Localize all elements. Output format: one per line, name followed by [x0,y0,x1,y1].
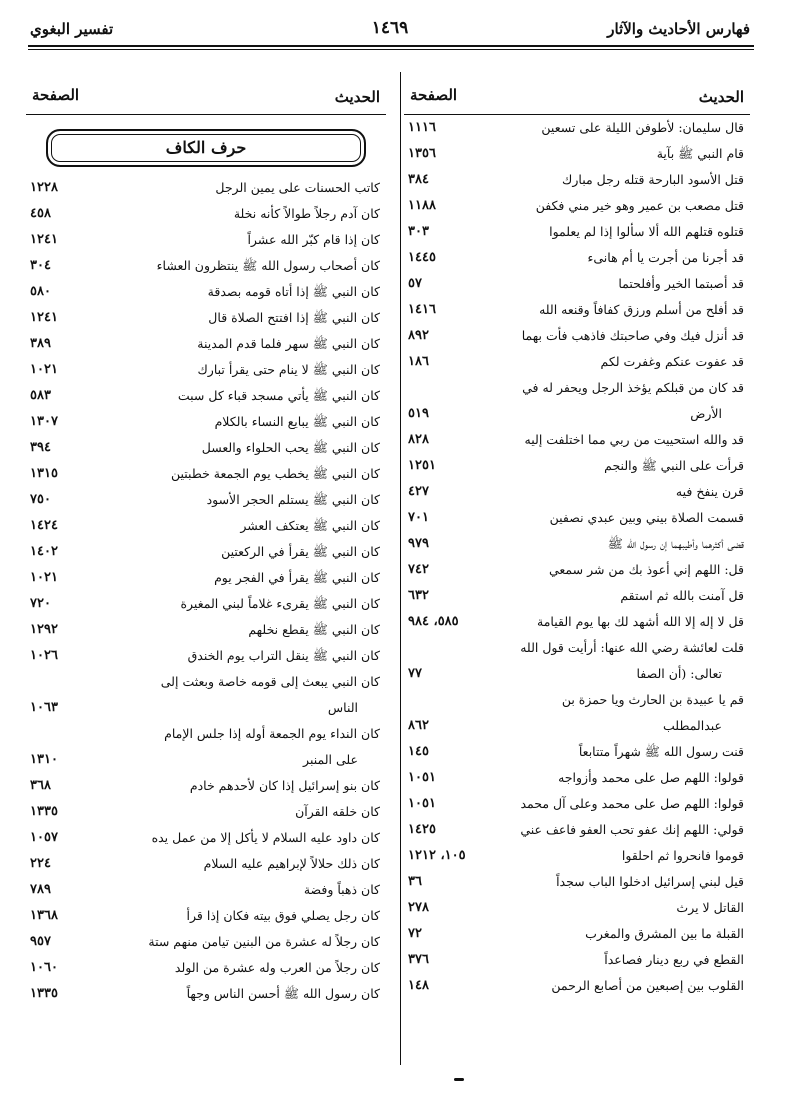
index-entry [404,479,750,505]
header-rule [28,45,754,47]
running-header [30,14,750,44]
entry-text [551,973,744,999]
entry-text [214,565,380,591]
index-entry [404,635,750,687]
entry-line: قم يا عبيدة بن الحارث ويا حمزة بن [561,692,744,707]
index-entry [26,409,386,435]
entry-page-number: ٣٠٣ [408,224,429,239]
index-entry [26,513,386,539]
entry-text [148,929,380,955]
entry-page-number: ١٠٢١ [30,570,58,585]
entry-text [539,297,744,323]
entry-text [178,383,380,409]
entry-line: قضى أكثرهما وأطيبهما إن رسول الله ﷺ [607,536,744,551]
entry-page-number: ٥٧ [408,276,422,291]
entry-page-number: ١٣١٥ [30,466,58,481]
header-section-title: فهارس الأحاديث والآثار [607,20,750,38]
header-book-title: تفسير البغوي [30,20,114,38]
entry-line: قرن ينفخ فيه [675,484,744,499]
entry-line: كان النبي ﷺ إذا أتاه قومه بصدقة [207,284,380,299]
entry-page-number: ١٢٢٨ [30,180,58,195]
entry-text [221,539,380,565]
index-entry [26,305,386,331]
index-entry [26,461,386,487]
entry-text [620,583,744,609]
entry-page-number: ١٣٣٥ [30,804,58,819]
entry-text [152,825,380,851]
entry-text [676,479,744,505]
index-entry [26,279,386,305]
entry-text [579,739,744,765]
index-entry [404,765,750,791]
entry-line: كان ذلك حلالاً لإبراهيم عليه السلام [203,856,380,871]
entry-page-number: ١٤٤٥ [408,250,436,265]
index-entry [404,141,750,167]
entry-text [295,799,380,825]
entry-text [197,357,380,383]
index-entry [404,193,750,219]
index-entry [404,271,750,297]
entry-line: كان داود عليه السلام لا يأكل إلا من عمل يده [151,830,380,845]
entry-text [164,721,380,773]
entry-line: قتلوه قتلهم الله ألا سألوا إذا لم يعلموا [549,224,744,239]
entry-page-number: ٣٠٤ [30,258,51,273]
entry-text [157,253,380,279]
entry-line: قد عفوت عنكم وغفرت لكم [600,354,744,369]
entry-page-number: ٥١٩ [408,406,429,421]
entry-line: كان رجلاً له عشرة من البنين تيامن منهم ستة [148,934,380,949]
entry-text [676,895,744,921]
entry-page-number: ١٣٠٧ [30,414,58,429]
entry-line: القبلة ما بين المشرق والمغرب [585,926,744,941]
index-entry [404,687,750,739]
entry-line: قال سليمان: لأطوفن الليلة على تسعين [541,120,744,135]
entry-page-number: ٤٥٨ [30,206,51,221]
entry-text [215,175,380,201]
entry-text [240,513,380,539]
entry-line: قد والله استحييت من ربي مما اختلفت إليه [524,432,744,447]
entry-line: كان إذا قام كبّر الله عشراً [247,232,380,247]
entry-text [522,323,744,349]
entry-page-number: ٧٥٠ [30,492,51,507]
entry-line: كان النبي ﷺ يعتكف العشر [240,518,380,533]
entry-line: قسمت الصلاة بيني وبين عبدي نصفين [549,510,744,525]
entry-page-number: ٣٦ [408,874,422,889]
entry-text [248,617,380,643]
entry-line: قولوا: اللهم صل على محمد وأزواجه [558,770,744,785]
entry-line: كان النبي ﷺ يأتي مسجد قباء كل سبت [177,388,380,403]
index-entry [26,539,386,565]
entry-page-number: ١٢٥١ [408,458,436,473]
hadith-column-label: الحديث [334,88,380,106]
entry-text [187,903,380,929]
entry-text [622,843,744,869]
page-column-label: الصفحة [32,86,80,104]
entry-page-number: ٥٨٣ [30,388,51,403]
left-column [26,80,386,1065]
entry-line: قد كان من قبلكم يؤخذ الرجل ويحفر له في [522,380,744,395]
entry-text [208,305,380,331]
entry-line: كان النبي ﷺ يخطب يوم الجمعة خطبتين [171,466,380,481]
index-entry [404,895,750,921]
entry-page-number: ٨٦٢ [408,718,429,733]
index-entry [26,903,386,929]
entry-text [541,115,744,141]
index-entry [404,869,750,895]
entry-text [536,193,744,219]
entry-page-number: ٧٤٢ [408,562,429,577]
entry-page-number: ٧٢٠ [30,596,51,611]
index-entry [404,921,750,947]
index-entry [404,349,750,375]
entry-line: القلوب بين إصبعين من أصابع الرحمن [551,978,744,993]
entry-text [161,669,380,721]
entry-text [204,851,380,877]
entry-line: كان أصحاب رسول الله ﷺ ينتظرون العشاء [156,258,380,273]
entry-page-number: ٥٨٠ [30,284,51,299]
entry-line: كاتب الحسنات على يمين الرجل [215,180,380,195]
entry-text [171,461,380,487]
entry-page-number: ١٠٦٠ [30,960,58,975]
entry-continuation: عبدالمطلب [663,718,722,733]
entry-page-number: ٨٢٨ [408,432,429,447]
entry-text [562,167,744,193]
index-entry [26,201,386,227]
entry-line: كان رجلاً من العرب وله عشرة من الولد [174,960,380,975]
entry-line: قل: اللهم إني أعوذ بك من شر سمعي [548,562,744,577]
entry-page-number: ١٢٤١ [30,232,58,247]
entry-line: كان النبي ﷺ سهر فلما قدم المدينة [197,336,380,351]
entry-page-number: ٢٧٨ [408,900,429,915]
entry-text [197,331,380,357]
index-entry [404,115,750,141]
entry-page-number: ١٣٥٦ [408,146,436,161]
entry-text [207,487,380,513]
entry-text [556,869,744,895]
entry-line: قتل الأسود البارحة قتله رجل مبارك [562,172,744,187]
section-heading [26,125,386,175]
entry-line: قد أفلح من أسلم ورزق كفافاً وقنعه الله [539,302,744,317]
entry-text [562,687,744,739]
entry-line: كان آدم رجلاً طوالاً كأنه نخلة [233,206,380,221]
index-entry [404,505,750,531]
entry-line: القاتل لا يرث [676,900,744,915]
index-entry [404,609,750,635]
entry-page-number: ١٤٢٤ [30,518,58,533]
entry-page-number: ٥٨٥، ٩٨٤ [408,614,459,629]
entry-text [585,921,744,947]
column-header-rule [26,114,386,115]
entry-page-number: ٣٨٩ [30,336,51,351]
entry-text [208,279,380,305]
index-entry [26,591,386,617]
index-entry [404,453,750,479]
index-entry [404,297,750,323]
header-page-number: ١٤٦٩ [371,18,409,38]
entry-line: قنت رسول الله ﷺ شهراً متتابعاً [578,744,744,759]
entry-line: كان النبي ﷺ ينقل التراب يوم الخندق [187,648,380,663]
index-entry [404,739,750,765]
entry-line: قوموا فانحروا ثم احلقوا [621,848,744,863]
index-entry [26,435,386,461]
entry-page-number: ١٢٩٢ [30,622,58,637]
index-entry [404,245,750,271]
entry-line: قرأت على النبي ﷺ والنجم [604,458,744,473]
entry-page-number: ١٤٠٢ [30,544,58,559]
index-entry [26,851,386,877]
entry-text [604,453,744,479]
entry-text [520,635,744,687]
entry-line: كان النبي ﷺ يقرأ في الفجر يوم [214,570,380,585]
entry-text [657,141,744,167]
index-entry [404,843,750,869]
entry-continuation: على المنبر [303,752,358,767]
entry-text [247,227,380,253]
entry-continuation: الأرض [690,406,722,421]
entry-text [234,201,380,227]
index-entry [404,557,750,583]
entry-line: قد أنزل فيك وفي صاحبتك فاذهب فأت بهما [521,328,744,343]
entry-line: قولوا: اللهم صل على محمد وعلى آل محمد [520,796,744,811]
entry-page-number: ١٠٥١ [408,796,436,811]
entry-line: قولي: اللهم إنك عفو تحب العفو فاعف عني [520,822,744,837]
entry-page-number: ١١١٦ [408,120,436,135]
column-divider [400,72,401,1065]
entry-text [604,947,744,973]
index-entry [26,331,386,357]
entry-line: قد أجرنا من أجرت يا أم هانىء [587,250,744,265]
entry-page-number: ٨٩٢ [408,328,429,343]
entry-page-number: ١٠٥٧ [30,830,58,845]
entry-text [520,791,744,817]
entry-page-number: ١٢٤١ [30,310,58,325]
entry-line: قد أصبتما الخير وأفلحتما [618,276,744,291]
index-entry [26,175,386,201]
index-entry [404,323,750,349]
index-entry [404,375,750,427]
index-entry [26,955,386,981]
entry-page-number: ١٤١٦ [408,302,436,317]
entry-page-number: ٩٥٧ [30,934,51,949]
entry-text [549,219,744,245]
right-column [404,80,750,1065]
entry-page-number: ٣٨٤ [408,172,429,187]
index-entry [26,617,386,643]
index-entry [26,643,386,669]
index-entry [404,817,750,843]
entry-line: كان رسول الله ﷺ أحسن الناس وجهاً [186,986,380,1001]
index-entry [26,773,386,799]
index-entry [404,583,750,609]
index-entry [26,253,386,279]
right-column-header [404,80,750,110]
entry-line: كان النبي ﷺ يقرىء غلاماً لبني المغيرة [180,596,380,611]
entry-continuation: تعالى: (أن الصفا [636,666,722,681]
index-entry [404,167,750,193]
entry-line: قيل لبني إسرائيل ادخلوا الباب سجداً [556,874,744,889]
entry-line: كان النبي ﷺ يقرأ في الركعتين [221,544,380,559]
entry-page-number: ١٠٥، ١٢١٢ [408,848,466,863]
index-entry [26,825,386,851]
header-rule-thin [28,49,754,50]
footer-mark [454,1078,464,1081]
entry-text [537,609,744,635]
entry-page-number: ١٣٦٨ [30,908,58,923]
left-column-header [26,80,386,110]
entry-page-number: ٢٢٤ [30,856,51,871]
entry-text [187,981,380,1007]
entry-text [188,643,380,669]
entry-text [215,409,380,435]
index-entry [26,227,386,253]
entry-page-number: ١٠٢١ [30,362,58,377]
page-column-label: الصفحة [410,86,458,104]
entry-page-number: ١٤٥ [408,744,429,759]
entry-line: كان النبي ﷺ يبايع النساء بالكلام [214,414,380,429]
index-entry [26,981,386,1007]
entry-line: كان رجل يصلي فوق بيته فكان إذا قرأ [186,908,380,923]
entry-text [522,375,744,427]
entry-line: كان النبي يبعث إلى قومه خاصة وبعثت إلى [160,674,380,689]
entry-page-number: ٣٦٨ [30,778,51,793]
index-entry [26,721,386,773]
entry-line: كان النبي ﷺ لا ينام حتى يقرأ تبارك [197,362,380,377]
entry-text [618,271,744,297]
entry-text [180,591,380,617]
entry-page-number: ١٨٦ [408,354,429,369]
index-entry [404,219,750,245]
entry-page-number: ٣٧٦ [408,952,429,967]
index-entry [26,669,386,721]
entry-line: كان ذهباً وفضة [303,882,380,897]
index-entry [404,973,750,999]
entry-text [549,557,744,583]
entry-line: قل آمنت بالله ثم استقم [620,588,744,603]
index-entry [26,357,386,383]
entry-text [550,505,744,531]
entry-page-number: ١٤٢٥ [408,822,436,837]
entry-line: قل لا إله إلا الله أشهد لك بها يوم القيامة [537,614,744,629]
section-heading-title: حرف الكاف [165,138,247,157]
entry-text [175,955,380,981]
entry-page-number: ١٣٣٥ [30,986,58,1001]
entry-page-number: ٣٩٤ [30,440,51,455]
index-entry [404,947,750,973]
entry-text [601,349,744,375]
entry-text [190,773,380,799]
entry-text [558,765,744,791]
entry-line: كان النبي ﷺ إذا افتتح الصلاة قال [208,310,380,325]
entry-line: قتل مصعب بن عمير وهو خير مني فكفن [535,198,744,213]
index-entry [26,487,386,513]
index-entry [26,383,386,409]
entry-page-number: ٧٠١ [408,510,429,525]
entry-line: كان النداء يوم الجمعة أوله إذا جلس الإمام [164,726,380,741]
entry-page-number: ٩٧٩ [408,536,429,551]
entry-page-number: ١٣١٠ [30,752,58,767]
left-entry-list [26,175,386,1007]
entry-text [202,435,380,461]
entry-page-number: ٧٨٩ [30,882,51,897]
entry-page-number: ١٠٢٦ [30,648,58,663]
entry-line: قام النبي ﷺ بآية [656,146,744,161]
entry-page-number: ١٠٥١ [408,770,436,785]
right-entry-list [404,115,750,999]
entry-text [525,427,744,453]
index-entry [26,929,386,955]
entry-line: كان النبي ﷺ يحب الحلواء والعسل [201,440,380,455]
hadith-column-label: الحديث [698,88,744,106]
entry-page-number: ٧٧ [408,666,422,681]
entry-text [520,817,744,843]
entry-line: كان النبي ﷺ يستلم الحجر الأسود [206,492,380,507]
entry-text [304,877,380,903]
entry-text [587,245,744,271]
entry-line: القطع في ربع دينار فصاعداً [604,952,744,967]
entry-line: قلت لعائشة رضي الله عنها: أرأيت قول الله [520,640,744,655]
entry-page-number: ٤٢٧ [408,484,429,499]
entry-page-number: ١٠٦٣ [30,700,58,715]
entry-line: كان بنو إسرائيل إذا كان لأحدهم خادم [189,778,380,793]
index-entry [404,791,750,817]
entry-page-number: ١٤٨ [408,978,429,993]
entry-line: كان النبي ﷺ يقطع نخلهم [248,622,380,637]
entry-page-number: ١١٨٨ [408,198,436,213]
entry-page-number: ٧٢ [408,926,422,941]
entry-line: كان خلقه القرآن [295,804,380,819]
index-entry [404,427,750,453]
entry-continuation: الناس [327,700,358,715]
index-entry [404,531,750,557]
index-entry [26,565,386,591]
entry-page-number: ٦٣٢ [408,588,429,603]
index-entry [26,799,386,825]
entry-text [608,531,744,557]
index-entry [26,877,386,903]
